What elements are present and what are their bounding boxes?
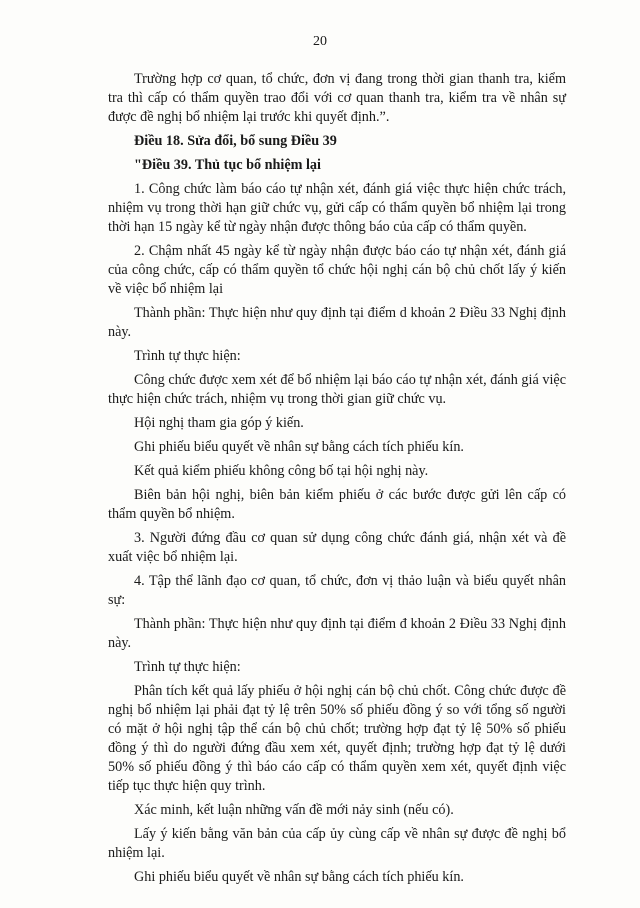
body-paragraph: Hội nghị tham gia góp ý kiến. (134, 415, 304, 431)
body-paragraph: Công chức được xem xét để bổ nhiệm lại báo cáo tự nhận xét, đánh giá việc thực hiện chức trách, nhiệm vụ trong thời gian giữ chức vụ. (108, 372, 566, 407)
body-paragraph: Phân tích kết quả lấy phiếu ở hội nghị cán bộ chủ chốt. Công chức được đề nghị bổ nhiệm lại phải đạt tỷ lệ trên 50% số phiếu đồng ý so với tổng số người có mặt ở hội nghị tập thể cán bộ chủ chốt; trường hợp đạt tỷ lệ 50% số phiếu đồng ý thì do người đứng đầu xem xét, quyết định; trường hợp đạt tỷ lệ dưới 50% số phiếu đồng ý thì báo cáo cấp có thẩm quyền xem xét, quyết định việc tiếp tục thực hiện quy trình. (108, 683, 566, 794)
body-paragraph: Ghi phiếu biểu quyết về nhân sự bằng cách tích phiếu kín. (134, 869, 464, 885)
body-paragraph: 1. Công chức làm báo cáo tự nhận xét, đánh giá việc thực hiện chức trách, nhiệm vụ trong thời hạn giữ chức vụ, gửi cấp có thẩm quyền bổ nhiệm lại trong thời hạn 15 ngày kể từ ngày nhận được thông báo của cấp có thẩm quyền. (108, 181, 566, 235)
body-paragraph: 4. Tập thể lãnh đạo cơ quan, tổ chức, đơn vị thảo luận và biểu quyết nhân sự: (108, 573, 566, 608)
document-body (108, 70, 566, 892)
body-paragraph: Thành phần: Thực hiện như quy định tại điểm d khoản 2 Điều 33 Nghị định này. (108, 305, 566, 340)
body-paragraph: 3. Người đứng đầu cơ quan sử dụng công chức đánh giá, nhận xét và đề xuất việc bổ nhiệm lại. (108, 530, 566, 565)
body-paragraph: 2. Chậm nhất 45 ngày kể từ ngày nhận được báo cáo tự nhận xét, đánh giá của công chức, cấp có thẩm quyền tổ chức hội nghị cán bộ chủ chốt lấy ý kiến về việc bổ nhiệm lại (108, 243, 566, 297)
body-paragraph: Lấy ý kiến bằng văn bản của cấp ủy cùng cấp về nhân sự được đề nghị bổ nhiệm lại. (108, 826, 566, 861)
body-paragraph: Trình tự thực hiện: (134, 659, 241, 675)
body-paragraph: Xác minh, kết luận những vấn đề mới nảy sinh (nếu có). (134, 802, 454, 818)
body-paragraph: Trình tự thực hiện: (134, 348, 241, 364)
section-heading: Điều 18. Sửa đổi, bổ sung Điều 39 (134, 133, 337, 149)
section-heading: "Điều 39. Thủ tục bổ nhiệm lại (134, 157, 321, 173)
body-paragraph: Biên bản hội nghị, biên bản kiểm phiếu ở các bước được gửi lên cấp có thẩm quyền bổ nhiệm. (108, 487, 566, 522)
body-paragraph: Thành phần: Thực hiện như quy định tại điểm đ khoản 2 Điều 33 Nghị định này. (108, 616, 566, 651)
body-paragraph: Kết quả kiểm phiếu không công bố tại hội nghị này. (134, 463, 429, 479)
body-paragraph: Trường hợp cơ quan, tổ chức, đơn vị đang trong thời gian thanh tra, kiểm tra thì cấp có thẩm quyền trao đổi với cơ quan thanh tra, kiểm tra về nhân sự được đề nghị bổ nhiệm lại trước khi quyết định.”. (108, 71, 566, 125)
page-number: 20 (313, 34, 327, 49)
body-paragraph: Ghi phiếu biểu quyết về nhân sự bằng cách tích phiếu kín. (134, 439, 464, 455)
